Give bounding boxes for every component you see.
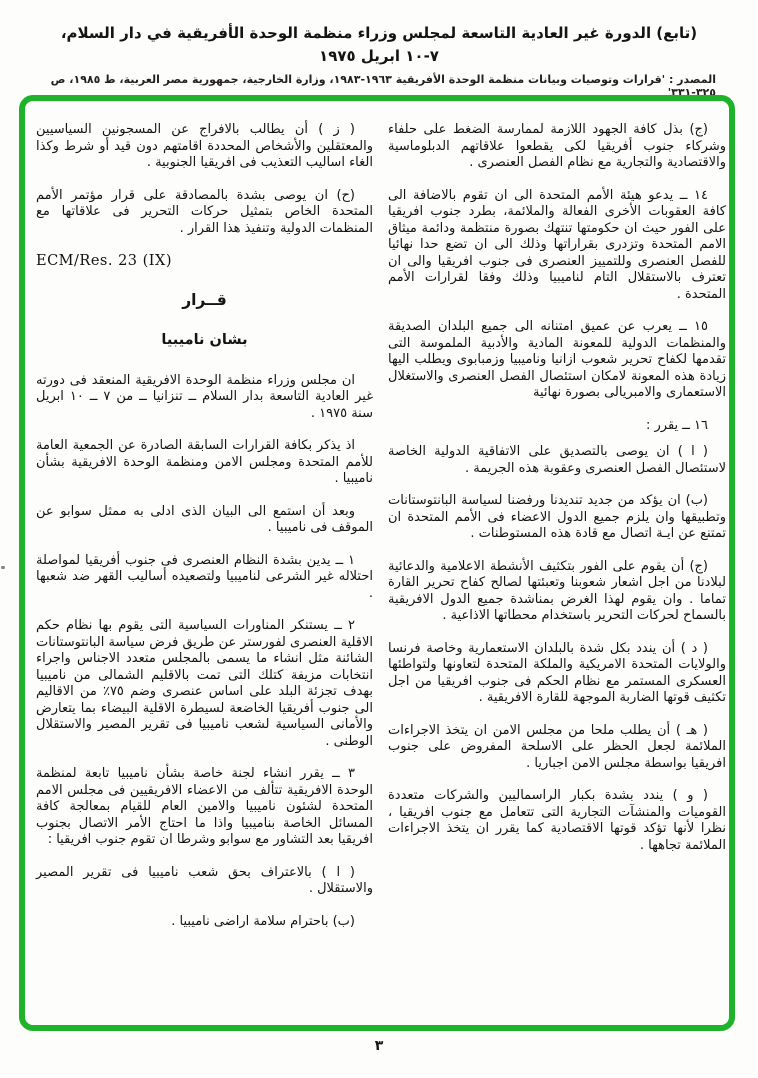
paragraph: اذ يذكر بكافة القرارات السابقة الصادرة عن الجمعية العامة للأمم المتحدة ومجلس الامن ومنظمة الوحدة الافريقية بشأن ناميبيا . <box>36 438 373 486</box>
resolution-subtitle: بشان ناميبيا <box>161 332 248 348</box>
paragraph: ١٦ ــ يقرر : <box>645 417 708 433</box>
paragraph: ( هـ ) أن يطلب ملحا من مجلس الامن ان يتخذ الاجراءات الملائمة لجعل الحظر على الاسلحة المفروض على جنوب افريقيا بواسطة مجلس الامن اجباريا . <box>388 722 726 771</box>
text-column-left <box>36 122 373 946</box>
paragraph: (ج) بذل كافة الجهود اللازمة لممارسة الضغط على حلفاء وشركاء جنوب أفريقيا لكى يقطعوا علاقاتهم الدبلوماسية والاقتصادية والتجارية مع نظام الفصل العنصرى . <box>388 122 726 170</box>
scan-artifact-speck <box>1 566 5 569</box>
paragraph: ١٥ ــ يعرب عن عميق امتنانه الى جميع البلدان الصديقة والمنظمات الدولية للمعونة المادية والأدبية الملموسة التى تقدمها لكفاح تحرير شعوب ازانيا وناميبيا وزمبابوى ويطلب اليها زيادة هذه المعونة لامكان استئصال الفصل العنصرى والاستغلال الاستعمارى والامبريالى بصورة نهائية <box>388 319 726 400</box>
paragraph: ( ز ) أن يطالب بالافراج عن المسجونين السياسيين والمعتقلين والأشخاص المحددة اقامتهم دون قيد أو شرط وكذا الغاء اساليب التعذيب فى افريقيا الجنوبية . <box>36 122 373 170</box>
paragraph: (ب) ان يؤكد من جديد تنديدنا ورفضنا لسياسة البانتوستانات وتطبيقها وان يلزم جميع الدول الاعضاء فى الأمم المتحدة ان تمتنع عن ايـة اتصال مع قادة هذه المستوطنات . <box>388 493 726 541</box>
paragraph: ( و ) يندد بشدة بكبار الراسماليين والشركات متعددة القوميات والمنشآت التجارية التى تتعامل مع جنوب افريقيا ، نظرا لأنها تؤكد قوتها الاقتصادية كما يقرر ان يتخذ الاجراءات الملائمة تجاهها . <box>388 788 726 853</box>
paragraph: وبعد أن استمع الى البيان الذى ادلى به ممثل سوابو عن الموقف فى ناميبيا . <box>36 503 373 535</box>
source-citation: المصدر : 'قرارات وتوصيات وبيانات منظمة الوحدة الأفريقية ١٩٦٣-١٩٨٣، وزارة الخارجية، جمهورية مصر العربية، ط ١٩٨٥، ص ٣٢٥-٣٣١' <box>50 73 716 99</box>
paragraph: ١٤ ــ يدعو هيئة الأمم المتحدة الى ان تقوم بالاضافة الى كافة العقوبات الأخرى الفعالة والملائمة، بطرد جنوب افريقيا على الفور حيث ان حكومتها تنتهك بصورة منتظمة ودائمة ميثاق الامم المتحدة وتزدرى بقراراتها وذلك الى ان تضع حدا نهائيا للفصل العنصرى وللتمييز العنصرى فى جنوب افريقيا والى ان تعترف بالاستقلال التام لناميبيا وذلك وفقا لقرارات الأمم المتحدة . <box>388 187 726 302</box>
text-column-right <box>388 122 726 870</box>
paragraph: ( ا ) بالاعتراف بحق شعب ناميبيا فى تقرير المصير والاستقلال . <box>36 864 373 896</box>
paragraph: ( د ) أن يندد بكل شدة بالبلدان الاستعمارية وخاصة فرنسا والولايات المتحدة الامريكية والملكة المتحدة لتعاونها ولتواطئها العسكرى المستمر مع نظام الحكم فى جنوب افريقيا من اجل تكثيف قوتها الضاربة الموجهة للقارة الافريقية . <box>388 640 726 705</box>
paragraph: ١ ــ يدين بشدة النظام العنصرى فى جنوب أفريقيا لمواصلة احتلاله غير الشرعى لناميبيا ولتصعيده أساليب القهر ضد شعبها . <box>36 552 373 601</box>
paragraph: (ب) باحترام سلامة اراضى ناميبيا . <box>171 913 355 929</box>
resolution-title: قــرار <box>182 290 227 309</box>
paragraph: (ح) ان يوصى بشدة بالمصادقة على قرار مؤتمر الأمم المتحدة الخاص بتمثيل حركات التحرير فى علاقاتها مع المنظمات الدولية وتنفيذ هذا القرار . <box>36 187 373 236</box>
paragraph: ٣ ــ يقرر انشاء لجنة خاصة بشأن ناميبيا تابعة لمنظمة الوحدة الافريقية تتألف من الاعضاء الافريقيين فى مجلس الامم المتحدة لشئون ناميبيا والامين العام للقيام بمعالجة كافة المسائل الخاصة بناميبيا واذا ما احتاج الأمر الاتصال بجنوب افريقيا بعد التشاور مع سوابو وشرطا ان تقوم جنوب افريقيا : <box>36 766 373 847</box>
paragraph: ان مجلس وزراء منظمة الوحدة الافريقية المنعقد فى دورته غير العادية التاسعة بدار السلام ــ تنزانيا ــ من ٧ ــ ١٠ ابريل سنة ١٩٧٥ . <box>36 372 373 421</box>
paragraph: (ج) أن يقوم على الفور بتكثيف الأنشطة الاعلامية والدعائية لبلادنا من اجل اشعار شعوبنا وتعبئتها لصالح كفاح تحرير القارة تماما . وان يقوم لهذا الغرض بمناشدة جميع الدول الافريقية بالسماح لحركات التحرير باستخدام محطاتها الاذاعية . <box>388 558 726 623</box>
page-header <box>42 22 716 99</box>
page-number: ٣ <box>374 1038 384 1054</box>
paragraph: ( ا ) ان يوصى بالتصديق على الاتفاقية الدولية الخاصة لاستئصال الفصل العنصرى وعقوبة هذه الجريمة . <box>388 444 726 476</box>
session-title: (تابع) الدورة غير العادية التاسعة لمجلس وزراء منظمة الوحدة الأفريقية في دار السلام، ٧-١٠ ابريل ١٩٧٥ <box>60 24 698 65</box>
paragraph: ٢ ــ يستنكر المناورات السياسية التى يقوم بها نظام حكم الاقلية العنصرى لفورستر عن طريق فرض سياسة البانتوستانات الشائنة مثل انشاء ما يسمى بالمجلس متعدد الاجناس واجراء انتخابات مزيفة كتلك التى تمت بالاقليم الشمالى من ناميبيا بهدف تجزئة البلد على اساس عنصرى وضم ٧٥٪ من الاقاليم الى جنوب أفريقيا الخاضعة لسيطرة الاقلية البيضاء بما يتعارض والأمانى السياسية لشعب ناميبيا فى تقرير المصير والاستقلال الوطنى . <box>36 618 374 749</box>
resolution-code: ECM/Res. 23 (IX) <box>36 253 172 269</box>
